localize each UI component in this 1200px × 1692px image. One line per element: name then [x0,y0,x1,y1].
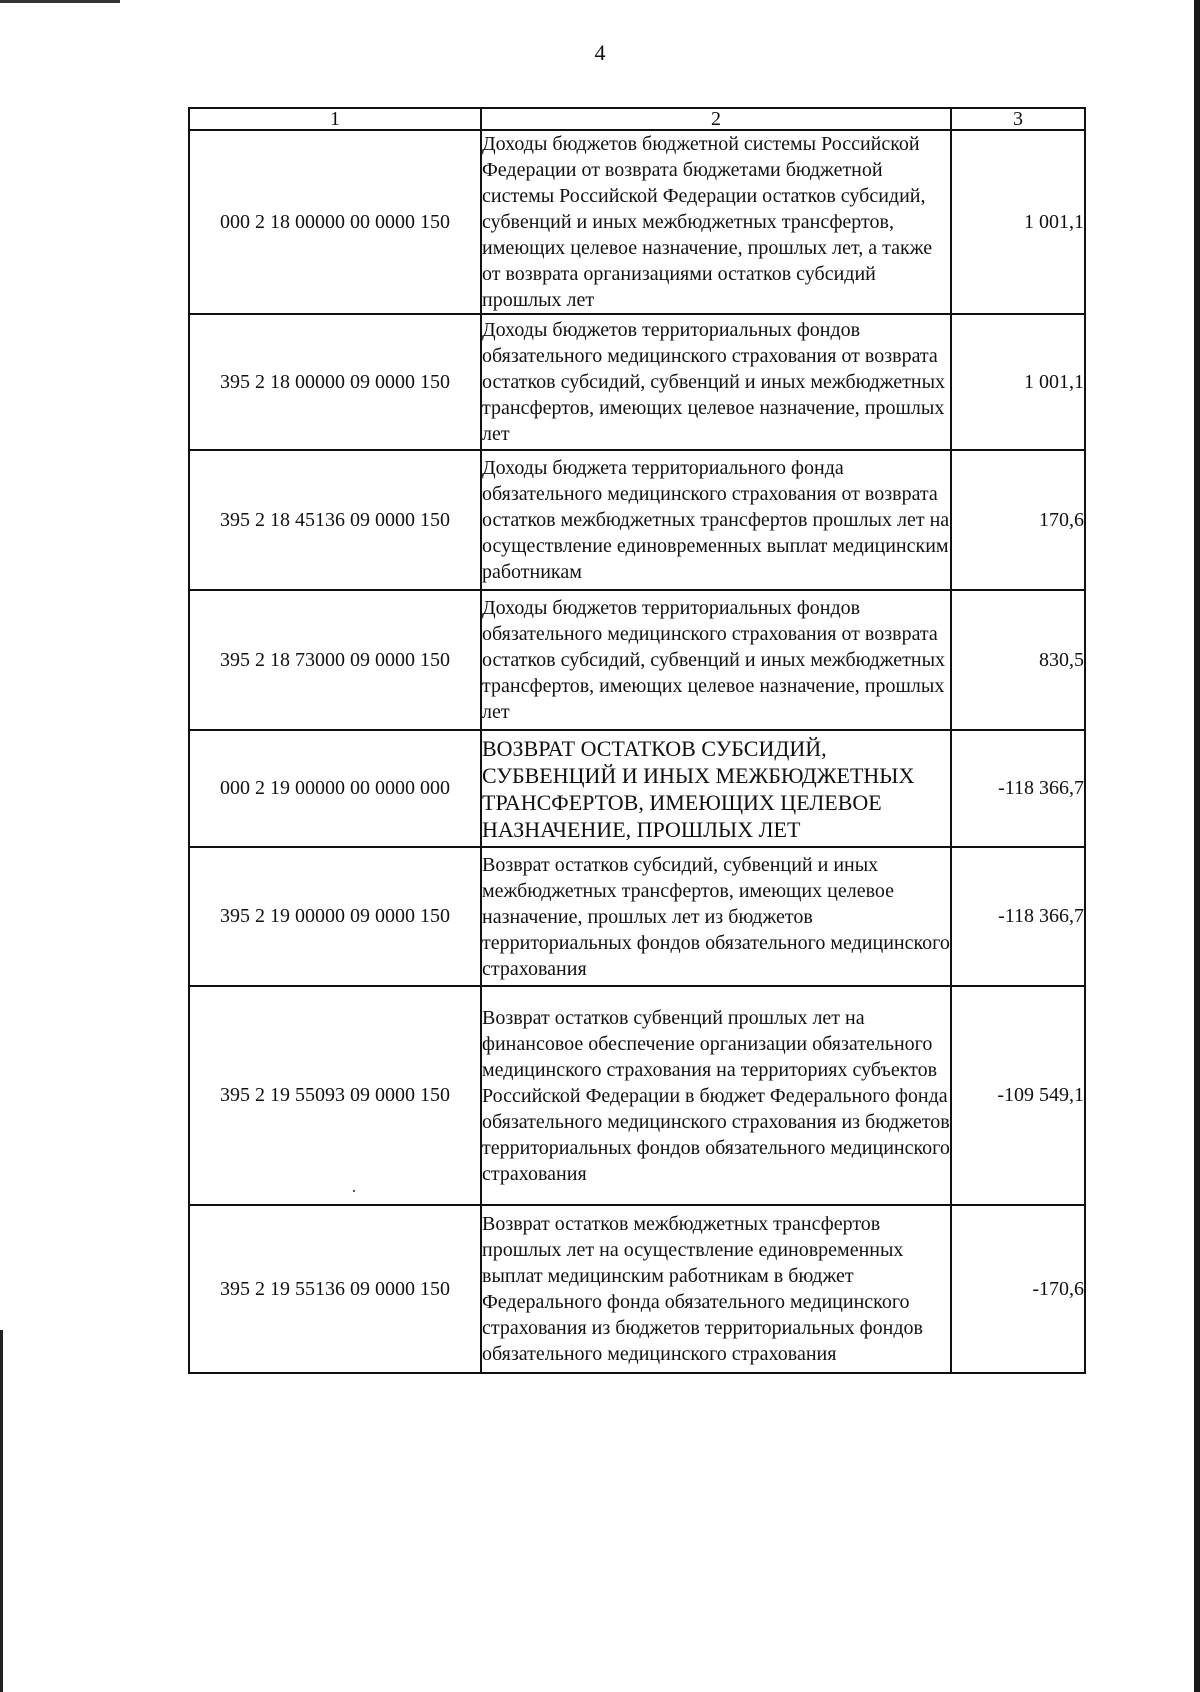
amount: -118 366,7 [951,730,1085,847]
budget-code: 395 2 19 55136 09 0000 150 [189,1205,481,1373]
budget-table [188,107,1086,1374]
income-description: Доходы бюджетов территориальных фондов обязательного медицинского страхования от возврата остатков субсидий, субвенций и иных межбюджетных трансфертов, имеющих целевое назначение, прошлых лет [481,590,951,730]
budget-code: 395 2 18 00000 09 0000 150 [189,314,481,450]
income-description: Доходы бюджетов бюджетной системы Российской Федерации от возврата бюджетами бюджетной системы Российской Федерации остатков субсидий, субвенций и иных межбюджетных трансфертов, имеющих целевое назначение, прошлых лет, а также от возврата организациями остатков субсидий прошлых лет [481,130,951,314]
amount: 1 001,1 [951,130,1085,314]
scan-edge-top [0,0,120,3]
income-description: Доходы бюджетов территориальных фондов обязательного медицинского страхования от возврата остатков субсидий, субвенций и иных межбюджетных трансфертов, имеющих целевое назначение, прошлых лет [481,314,951,450]
budget-code: 000 2 18 00000 00 0000 150 [189,130,481,314]
budget-code: 395 2 19 55093 09 0000 150 [189,986,481,1205]
budget-code: 000 2 19 00000 00 0000 000 [189,730,481,847]
amount: -118 366,7 [951,847,1085,986]
table-row [189,450,1085,590]
amount: -109 549,1 [951,986,1085,1205]
table-row [189,986,1085,1205]
income-description: Возврат остатков межбюджетных трансфертов прошлых лет на осуществление единовременных выплат медицинским работникам в бюджет Федерального фонда обязательного медицинского страхования из бюджетов территориальных фондов обязательного медицинского страхования [481,1205,951,1373]
table-row [189,847,1085,986]
column-header-2: 2 [481,108,951,130]
income-description: Возврат остатков субсидий, субвенций и иных межбюджетных трансфертов, имеющих целевое назначение, прошлых лет из бюджетов территориальных фондов обязательного медицинского страхования [481,847,951,986]
table-row [189,590,1085,730]
amount: 1 001,1 [951,314,1085,450]
income-description: ВОЗВРАТ ОСТАТКОВ СУБСИДИЙ, СУБВЕНЦИЙ И ИНЫХ МЕЖБЮДЖЕТНЫХ ТРАНСФЕРТОВ, ИМЕЮЩИХ ЦЕЛЕВОЕ НАЗНАЧЕНИЕ, ПРОШЛЫХ ЛЕТ [481,730,951,847]
scan-edge-left [0,1330,3,1692]
budget-code: 395 2 18 45136 09 0000 150 [189,450,481,590]
table-row [189,1205,1085,1373]
budget-code: 395 2 19 00000 09 0000 150 [189,847,481,986]
table-header-row [189,108,1085,130]
scan-edge-right [1194,0,1200,1692]
page-number: 4 [594,40,606,65]
column-header-1: 1 [189,108,481,130]
amount: 170,6 [951,450,1085,590]
income-description: Доходы бюджета территориального фонда обязательного медицинского страхования от возврата остатков межбюджетных трансфертов прошлых лет на осуществление единовременных выплат медицинским работникам [481,450,951,590]
budget-code: 395 2 18 73000 09 0000 150 [189,590,481,730]
table-row [189,730,1085,847]
amount: -170,6 [951,1205,1085,1373]
amount: 830,5 [951,590,1085,730]
column-header-3: 3 [951,108,1085,130]
income-description: Возврат остатков субвенций прошлых лет на финансовое обеспечение организации обязательного медицинского страхования на территориях субъектов Российской Федерации в бюджет Федерального фонда обязательного медицинского страхования из бюджетов территориальных фондов обязательного медицинского страхования [481,986,951,1205]
table-row [189,314,1085,450]
table-row [189,130,1085,314]
